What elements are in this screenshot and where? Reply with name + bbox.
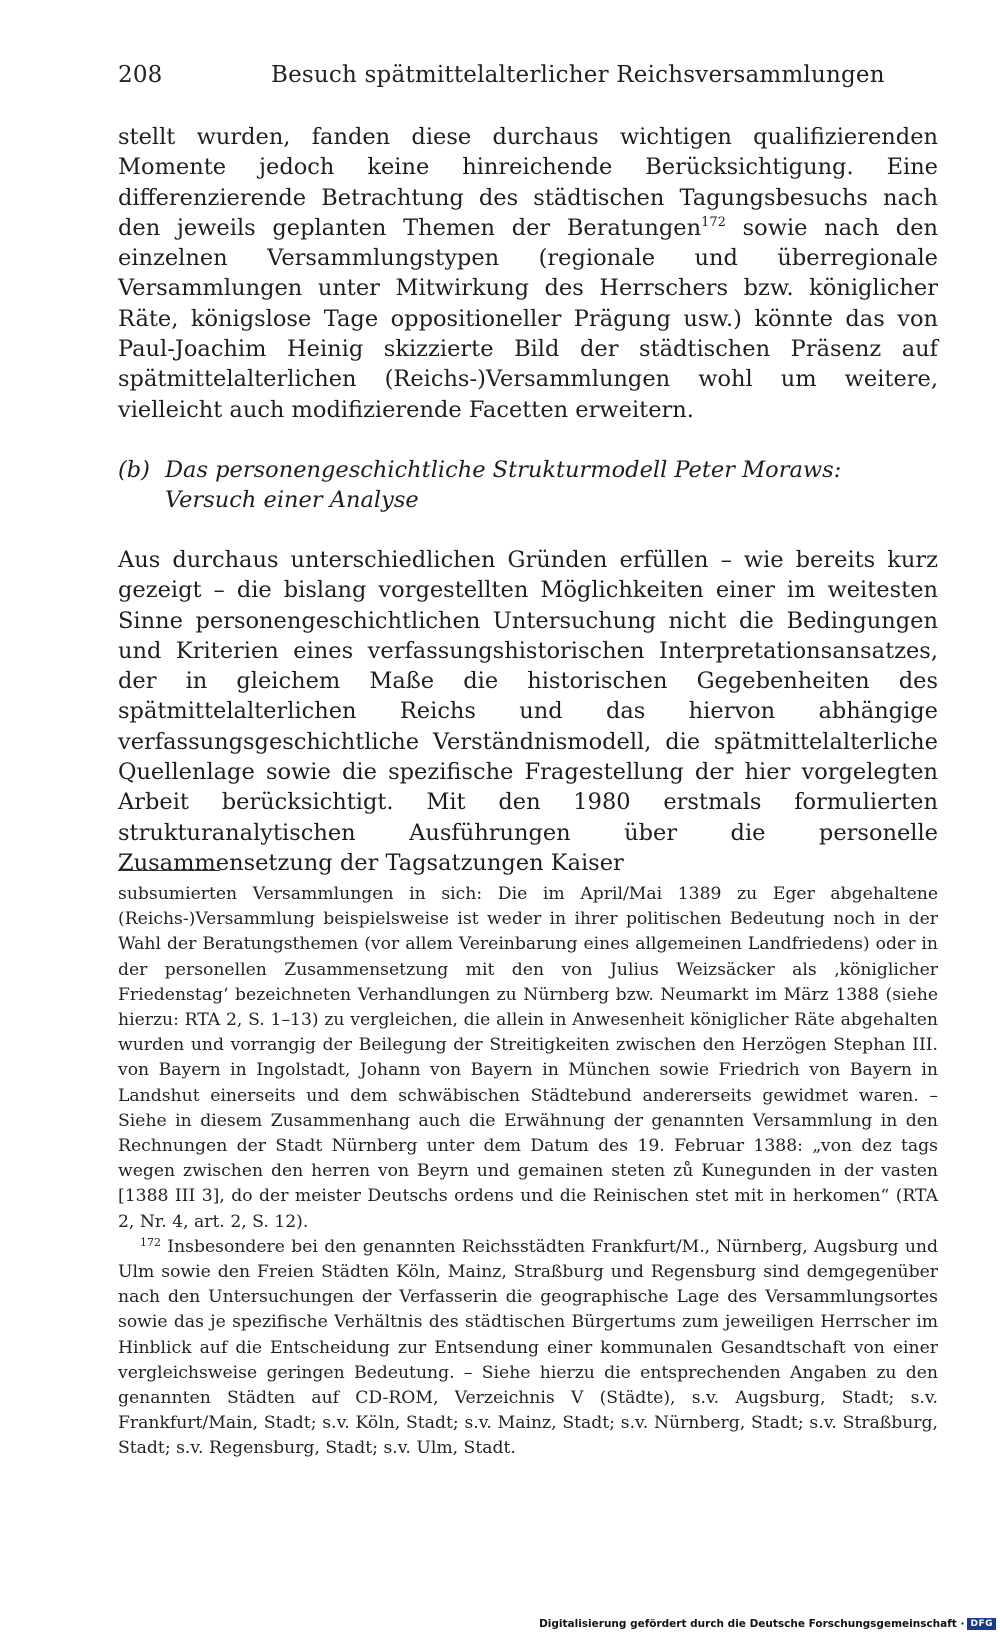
paragraph-1-text-b: sowie nach den einzelnen Versammlungstypen (regionale und überregionale Versammlungen unter Mitwirkung des Herrschers bzw. königlicher Räte, königslose Tage oppositioneller Prägung usw.) könnte das von Paul-Joachim Heinig skizzierte Bild der städtischen Präsenz auf spätmittelalterlichen (Reichs-)Versammlungen wohl um weitere, vielleicht auch modifizierende Facetten erweitern. xyxy=(118,214,939,423)
section-heading-line-2: Versuch einer Analyse xyxy=(165,487,419,513)
footnote-172 xyxy=(118,1235,938,1462)
section-label: (b) xyxy=(118,457,150,483)
footnote-172-number: 172 xyxy=(140,1235,161,1249)
credit-text: Digitalisierung gefördert durch die Deutsche Forschungsgemeinschaft · xyxy=(539,1618,965,1630)
footnote-171-continued: subsumierten Versammlungen in sich: Die im April/Mai 1389 zu Eger abgehaltene (Reichs-)Versammlung beispielsweise ist weder in ihrer politischen Bedeutung noch in der Wahl der Beratungsthemen (vor allem Vereinbarung eines allgemeinen Landfriedens) oder in der personellen Zusammensetzung mit den von Julius Weizsäcker als ‚königlicher Friedenstag‘ bezeichneten Verhandlungen zu Nürnberg bzw. Neumarkt im März 1388 (siehe hierzu: RTA 2, S. 1–13) zu vergleichen, die allein in Anwesenheit königlicher Räte abgehalten wurden und vorrangig der Beilegung der Streitigkeiten zwischen den Herzögen Stephan III. von Bayern in Ingolstadt, Johann von Bayern in München sowie Friedrich von Bayern in Landshut einerseits und dem schwäbischen Städtebund andererseits gewidmet waren. – Siehe in diesem Zusammenhang auch die Erwähnung der genannten Versammlung in den Rechnungen der Stadt Nürnberg unter dem Datum des 19. Februar 1388: „von dez tags wegen zwischen den herren von Beyrn und gemainen steten zů Kunegunden in der vasten [1388 III 3], do der meister Deutschs ordens und die Reinischen stet mit in herkomen“ (RTA 2, Nr. 4, art. 2, S. 12). xyxy=(118,884,938,1232)
paragraph-1-text-a: stellt wurden, fanden diese durchaus wichtigen qualifizierenden Momente jedoch keine hinreichende Berücksichtigung. Eine differenzierende Betrachtung des städtischen Tagungsbesuchs nach den jeweils geplanten Themen der Beratungen xyxy=(118,124,938,241)
section-heading-line-1 xyxy=(118,455,938,485)
page-number: 208 xyxy=(118,62,163,88)
footnotes xyxy=(118,882,938,1462)
footnote-reference-172[interactable]: 172 xyxy=(701,214,726,230)
running-head xyxy=(118,62,938,88)
digitization-credit xyxy=(539,1618,996,1630)
running-head-title: Besuch spätmittelalterlicher Reichsversammlungen xyxy=(271,62,885,88)
section-title: Das personengeschichtliche Strukturmodell Peter Moraws: xyxy=(165,457,842,483)
section-heading xyxy=(118,455,938,515)
body-paragraph-1 xyxy=(118,122,938,425)
dfg-logo: DFG xyxy=(967,1618,996,1630)
body-paragraph-2: Aus durchaus unterschiedlichen Gründen erfüllen – wie bereits kurz gezeigt – die bislang vorgestellten Möglichkeiten einer im weitesten Sinne personengeschichtlichen Untersuchung nicht die Bedingungen und Kriterien eines verfassungshistorischen Interpretationsansatzes, der in gleichem Maße die historischen Gegebenheiten des spätmittelalterlichen Reichs und das hiervon abhängige verfassungsgeschichtliche Verständnismodell, die spätmittelalterliche Quellenlage sowie die spezifische Fragestellung der hier vorgelegten Arbeit berücksichtigt. Mit den 1980 erstmals formulierten strukturanalytischen Ausführungen über die personelle Zusammensetzung der Tagsatzungen Kaiser xyxy=(118,547,938,876)
footnote-separator xyxy=(118,870,220,871)
footnote-172-text: Insbesondere bei den genannten Reichsstädten Frankfurt/M., Nürnberg, Augsburg und Ulm sowie den Freien Städten Köln, Mainz, Straßburg und Regensburg sind demgegenüber nach den Untersuchungen der Verfasserin die geographische Lage des Versammlungsortes sowie das je spezifische Verhältnis des städtischen Bürgertums zum jeweiligen Herrscher im Hinblick auf die Entscheidung zur Entsendung einer kommunalen Gesandtschaft von einer vergleichsweise geringen Bedeutung. – Siehe hierzu die entsprechenden Angaben zu den genannten Städten auf CD-ROM, Verzeichnis V (Städte), s.v. Augsburg, Stadt; s.v. Frankfurt/Main, Stadt; s.v. Köln, Stadt; s.v. Mainz, Stadt; s.v. Nürnberg, Stadt; s.v. Straßburg, Stadt; s.v. Regensburg, Stadt; s.v. Ulm, Stadt. xyxy=(118,1236,938,1459)
